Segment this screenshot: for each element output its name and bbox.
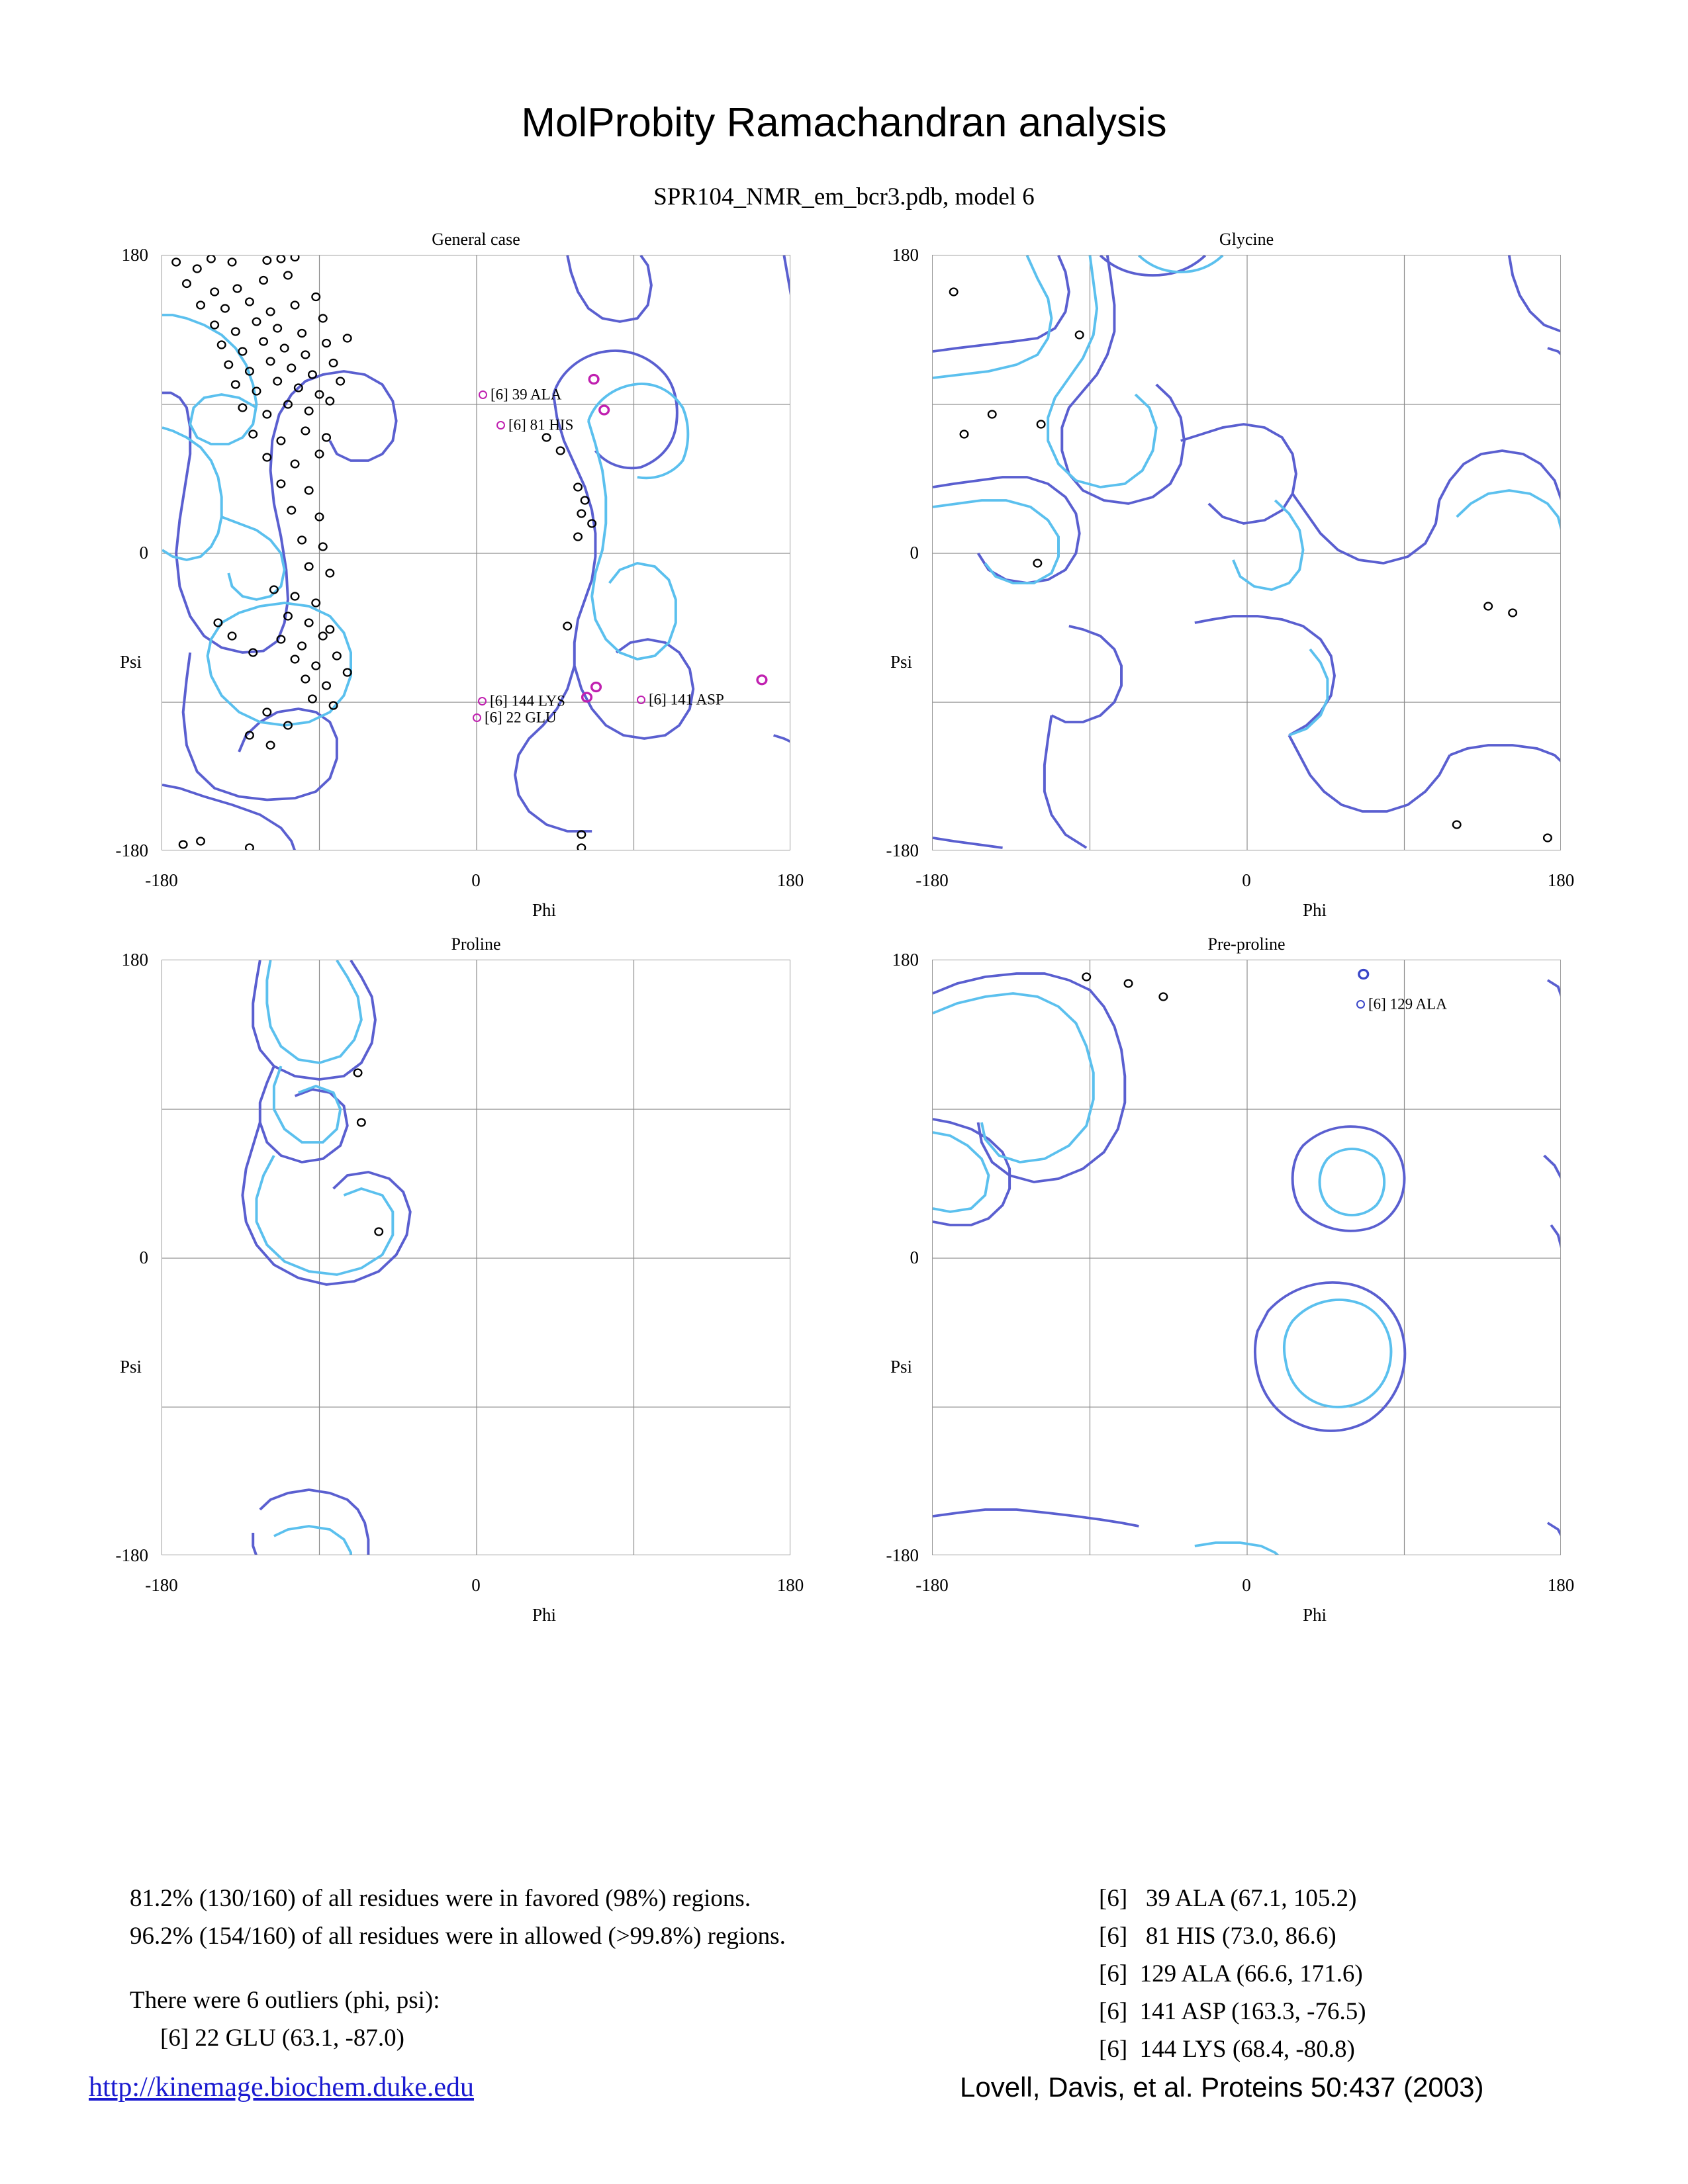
x-tick-180: 180 <box>1547 870 1575 890</box>
panel-title-glycine: Glycine <box>1219 230 1274 249</box>
axis-label-phi: Phi <box>532 900 557 920</box>
axis-label-psi: Psi <box>119 652 142 672</box>
y-tick-minus180: -180 <box>115 1545 148 1565</box>
y-tick-minus180: -180 <box>115 841 148 860</box>
x-tick-minus180: -180 <box>145 1575 178 1595</box>
panel-pre-proline <box>886 934 1575 1625</box>
axis-label-psi: Psi <box>119 1357 142 1377</box>
x-tick-0: 0 <box>1242 870 1251 890</box>
outlier-marker-icon <box>473 713 481 722</box>
outlier-label-141-asp: [6] 141 ASP <box>637 690 724 709</box>
y-tick-0: 0 <box>910 1248 919 1267</box>
outlier-first: [6] 22 GLU (63.1, -87.0) <box>160 2025 404 2052</box>
list-item: [6] 129 ALA (66.6, 171.6) <box>1099 1960 1363 1987</box>
panel-glycine <box>886 230 1575 920</box>
x-tick-0: 0 <box>471 1575 481 1595</box>
y-tick-180: 180 <box>121 950 148 970</box>
x-tick-minus180: -180 <box>145 870 178 890</box>
outlier-marker-icon <box>478 697 487 705</box>
plot-glycine <box>932 255 1561 850</box>
list-item: [6] 81 HIS (73.0, 86.6) <box>1099 1923 1336 1950</box>
outlier-label-144-lys: [6] 144 LYS <box>478 692 565 710</box>
outlier-label-129-ala: [6] 129 ALA <box>1356 995 1447 1013</box>
x-tick-0: 0 <box>1242 1575 1251 1595</box>
y-tick-180: 180 <box>121 245 148 265</box>
x-tick-minus180: -180 <box>915 1575 949 1595</box>
citation: Lovell, Davis, et al. Proteins 50:437 (2003) <box>960 2071 1484 2103</box>
x-tick-180: 180 <box>776 1575 804 1595</box>
y-tick-0: 0 <box>910 543 919 563</box>
list-item: [6] 144 LYS (68.4, -80.8) <box>1099 2036 1355 2063</box>
axis-label-phi: Phi <box>1303 1605 1327 1625</box>
outlier-label-81-his: [6] 81 HIS <box>496 416 573 434</box>
x-tick-0: 0 <box>471 870 481 890</box>
outlier-header: There were 6 outliers (phi, psi): <box>130 1987 440 2014</box>
list-item: [6] 141 ASP (163.3, -76.5) <box>1099 1998 1366 2025</box>
y-tick-0: 0 <box>139 1248 148 1267</box>
plot-general-case <box>162 255 790 850</box>
y-tick-180: 180 <box>892 245 919 265</box>
stat-favored: 81.2% (130/160) of all residues were in favored (98%) regions. <box>130 1885 751 1912</box>
outlier-marker-icon <box>1356 1000 1365 1009</box>
page-subtitle: SPR104_NMR_em_bcr3.pdb, model 6 <box>653 183 1035 210</box>
x-tick-180: 180 <box>776 870 804 890</box>
panel-title-proline: Proline <box>451 934 501 954</box>
plot-pre-proline <box>932 960 1561 1555</box>
outlier-marker-icon <box>637 696 645 704</box>
plot-proline <box>162 960 790 1555</box>
kinemage-link[interactable]: http://kinemage.biochem.duke.edu <box>89 2072 475 2103</box>
outlier-label-22-glu: [6] 22 GLU <box>473 708 557 727</box>
x-tick-180: 180 <box>1547 1575 1575 1595</box>
panel-title-general: General case <box>432 230 520 249</box>
panel-title-preproline: Pre-proline <box>1207 934 1286 954</box>
axis-label-phi: Phi <box>532 1605 557 1625</box>
spacer <box>130 1955 786 1981</box>
axis-label-psi: Psi <box>890 1357 912 1377</box>
y-tick-180: 180 <box>892 950 919 970</box>
stat-allowed: 96.2% (154/160) of all residues were in allowed (>99.8%) regions. <box>130 1923 786 1950</box>
panel-proline <box>115 934 804 1625</box>
outlier-marker-icon <box>496 421 505 430</box>
y-tick-0: 0 <box>139 543 148 563</box>
outlier-list <box>1099 1880 1366 2068</box>
y-tick-minus180: -180 <box>886 1545 919 1565</box>
list-item: [6] 39 ALA (67.1, 105.2) <box>1099 1885 1357 1912</box>
statistics-block <box>130 1880 786 2057</box>
x-tick-minus180: -180 <box>915 870 949 890</box>
axis-label-phi: Phi <box>1303 900 1327 920</box>
page-title: MolProbity Ramachandran analysis <box>521 100 1167 146</box>
y-tick-minus180: -180 <box>886 841 919 860</box>
outlier-label-39-ala: [6] 39 ALA <box>479 385 561 404</box>
axis-label-psi: Psi <box>890 652 912 672</box>
outlier-marker-icon <box>479 390 487 399</box>
panel-general-case <box>115 230 804 920</box>
